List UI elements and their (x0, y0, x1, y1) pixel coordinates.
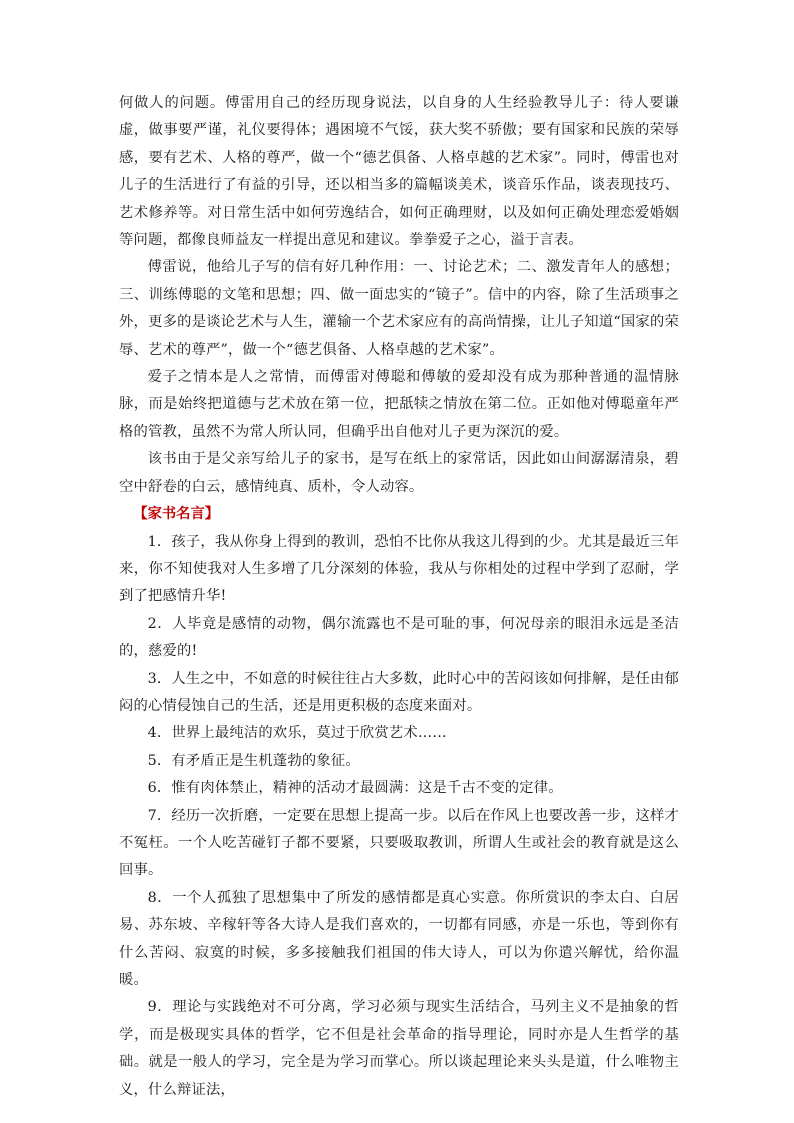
quote-item-5: 5．有矛盾正是生机蓬勃的象征。 (147, 752, 360, 769)
quote-item-1: 1．孩子，我从你身上得到的教训，恐怕不比你从我这儿得到的少。尤其是最近三年来，你不知使我对人生多增了几分深刻的体验，我从与你相处的过程中学到了忍耐，学到了把感情升华! (119, 533, 679, 605)
paragraph-parental-love: 爱子之情本是人之常情，而傅雷对傅聪和傅敏的爱却没有成为那种普通的温情脉脉，而是始终把道德与艺术放在第一位，把舐犊之情放在第二位。正如他对傅聪童年严格的管教，虽然不为常人所认同，但确乎出自他对儿子更为深沉的爱。 (119, 369, 679, 440)
paragraph-continued: 何做人的问题。傅雷用自己的经历现身说法，以自身的人生经验教导儿子：待人要谦虚，做事要严谨，礼仪要得体；遇困境不气馁，获大奖不骄傲；要有国家和民族的荣辱感，要有艺术、人格的尊严，做一个“德艺俱备、人格卓越的艺术家”。同时，傅雷也对儿子的生活进行了有益的引导，还以相当多的篇幅谈美术，谈音乐作品，谈表现技巧、艺术修养等。对日常生活中如何劳逸结合，如何正确理财，以及如何正确处理恋爱婚姻等问题，都像良师益友一样提出意见和建议。拳拳爱子之心，溢于言表。 (119, 95, 679, 249)
quote-item-3: 3．人生之中，不如意的时候往往占大多数，此时心中的苦闷该如何排解，是任由郁闷的心情侵蚀自己的生活，还是用更积极的态度来面对。 (119, 670, 679, 714)
quote-item-9: 9．理论与实践绝对不可分离，学习必须与现实生活结合，马列主义不是抽象的哲学，而是极现实具体的哲学，它不但是社会革命的指导理论，同时亦是人生哲学的基础。就是一般人的学习，完全是为学习而掌心。所以谈起理论来头头是道，什么唯物主义，什么辩证法， (119, 999, 679, 1098)
paragraph-book-summary: 该书由于是父亲写给儿子的家书，是写在纸上的家常话，因此如山间潺潺清泉，碧空中舒卷的白云，感情纯真、质朴，令人动容。 (119, 451, 679, 495)
paragraph-letter-purposes: 傅雷说，他给儿子写的信有好几种作用：一、讨论艺术；二、激发青年人的感想；三、训练傅聪的文笔和思想；四、做一面忠实的“镜子”。信中的内容，除了生活琐事之外，更多的是谈论艺术与人生，灌输一个艺术家应有的高尚情操，让儿子知道“国家的荣辱、艺术的尊严”，做一个“德艺俱备、人格卓越的艺术家”。 (119, 259, 679, 358)
quote-item-4: 4．世界上最纯洁的欢乐，莫过于欣赏艺术…… (147, 725, 447, 742)
section-heading-famous-quotes: 【家书名言】 (133, 506, 220, 523)
quote-item-7: 7．经历一次折磨，一定要在思想上提高一步。以后在作风上也要改善一步，这样才不冤枉。一个人吃苦碰钉子都不要紧，只要吸取教训，所谓人生或社会的教育就是这么回事。 (119, 807, 679, 879)
quote-item-8: 8．一个人孤独了思想集中了所发的感情都是真心实意。你所赏识的李太白、白居易、苏东坡、辛稼轩等各大诗人是我们喜欢的，一切都有同感，亦是一乐也，等到你有什么苦闷、寂寞的时候，多多接触我们祖国的伟大诗人，可以为你遣兴解忧，给你温暖。 (119, 889, 679, 988)
quote-item-6: 6．惟有肉体禁止，精神的活动才最圆满：这是千古不变的定律。 (147, 780, 563, 797)
quote-item-2: 2．人毕竟是感情的动物，偶尔流露也不是可耻的事，何况母亲的眼泪永远是圣洁的，慈爱的! (119, 615, 679, 660)
document-body (119, 90, 679, 1104)
